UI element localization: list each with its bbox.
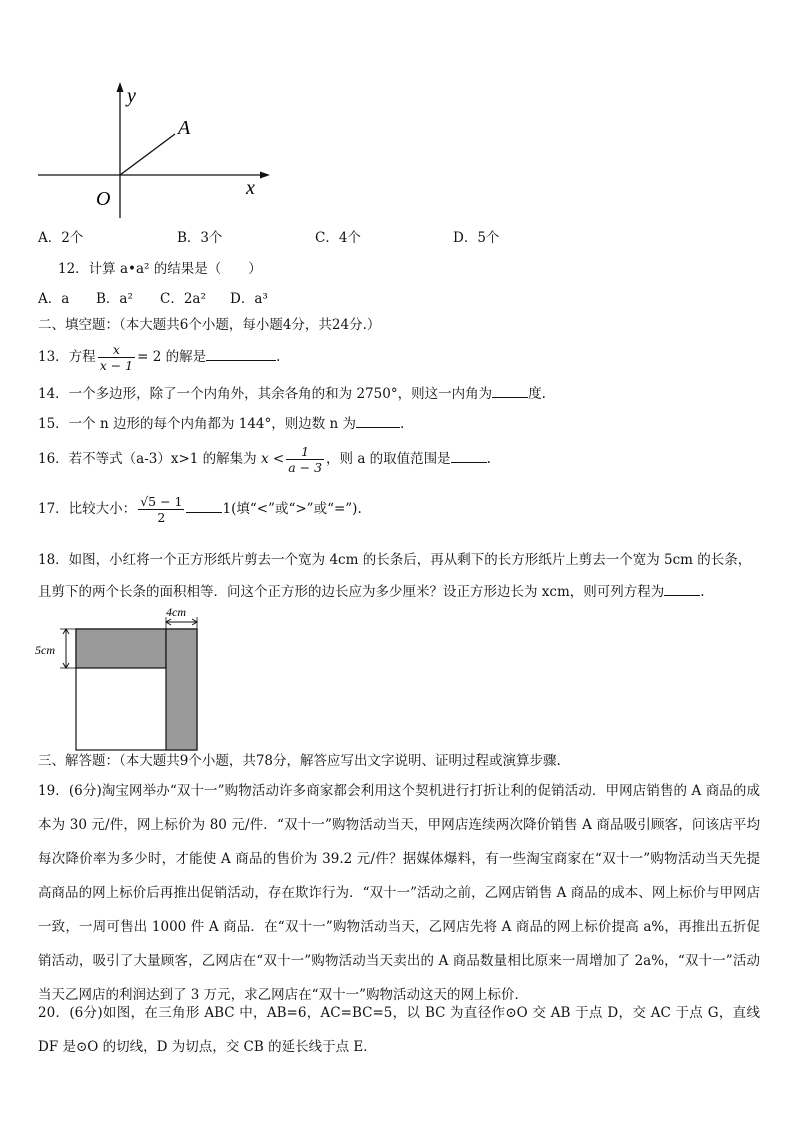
q12-option-d: D．a³ <box>230 291 268 307</box>
q17-denominator: 2 <box>138 509 184 525</box>
q17-suffix: 1(填“<”或“>”或“=”). <box>222 501 362 517</box>
q16-inequality: x < <box>260 451 285 467</box>
q12-option-c: C．2a² <box>160 291 206 307</box>
q16-end: . <box>486 451 491 467</box>
strip-5cm <box>76 629 166 668</box>
q16-answer-blank[interactable] <box>451 450 487 463</box>
q13-fraction <box>98 342 135 373</box>
coordinate-figure <box>30 78 270 223</box>
question-20: 20．(6分)如图，在三角形 ABC 中，AB=6，AC=BC=5，以 BC 为直径作⊙O 交 AB 于点 D，交 AC 于点 G，直线 DF 是⊙O 的切线，D 为切点，交 CB 的延长线于点 E． <box>38 1005 760 1055</box>
q18-line-1: 18．如图，小红将一个正方形纸片剪去一个宽为 4cm 的长条后，再从剩下的长方形纸片上剪去一个宽为 5cm 的长条， <box>38 552 752 568</box>
q18-line-2 <box>38 583 705 601</box>
q17-fraction <box>138 494 184 525</box>
q13-numerator: x <box>112 342 120 357</box>
q17-numerator: √5 − 1 <box>140 494 183 509</box>
square-strips-figure <box>34 604 204 754</box>
q14-answer-blank[interactable] <box>492 385 528 398</box>
q13-denominator: x − 1 <box>99 358 134 373</box>
question-15 <box>38 415 404 433</box>
q12-option-a: A．a <box>38 291 70 307</box>
q14-prefix: 14．一个多边形，除了一个内角外，其余各角的和为 2750°，则这一内角为 <box>38 386 493 402</box>
q17-answer-blank[interactable] <box>186 500 222 513</box>
q15-suffix: . <box>400 416 405 432</box>
q11-option-b: B．3个 <box>177 230 223 246</box>
q13-end: . <box>276 349 281 365</box>
origin-label: O <box>96 188 111 210</box>
label-4cm: 4cm <box>166 605 186 619</box>
q13-suffix: 的解是 <box>165 349 207 365</box>
q13-prefix: 13．方程 <box>38 349 96 365</box>
strip-4cm <box>166 629 197 750</box>
q16-denominator: a − 3 <box>288 460 323 475</box>
q18-end: . <box>700 584 705 600</box>
q12-option-b: B．a² <box>96 291 133 307</box>
q13-equals: = 2 <box>137 349 162 365</box>
x-axis-label: x <box>246 177 255 199</box>
q11-option-d: D．5个 <box>453 230 500 246</box>
question-14 <box>38 385 546 403</box>
q16-numerator: 1 <box>301 444 310 459</box>
point-a-label: A <box>178 117 191 139</box>
q17-prefix: 17．比较大小： <box>38 501 137 517</box>
q18-answer-blank[interactable] <box>664 583 700 596</box>
question-19: 19．(6分)淘宝网举办“双十一”购物活动许多商家都会利用这个契机进行打折让利的促销活动．甲网店销售的 A 商品的成本为 30 元/件，网上标价为 80 元/件．“双十一”购物活动当天，甲网店连续两次降价销售 A 商品吸引顾客，问该店平均每次降价率为多少时，才能使 A 商品的售价为 39.2 元/件？据媒体爆料，有一些淘宝商家在“双十一”购物活动当天先提高商品的网上标价后再推出促销活动，存在欺诈行为．“双十一”活动之前，乙网店销售 A 商品的成本、网上标价与甲网店一致，一周可售出 1000 件 A 商品．在“双十一”购物活动当天，乙网店先将 A 商品的网上标价提高 a%，再推出五折促销活动，吸引了大量顾客，乙网店在“双十一”购物活动当天卖出的 A 商品数量相比原来一周增加了 2a%，“双十一”活动当天乙网店的利润达到了 3 万元，求乙网店在“双十一”购物活动这天的网上标价． <box>38 783 760 1003</box>
q16-fraction <box>286 444 324 475</box>
question-16 <box>38 444 491 475</box>
q18-line-2-text: 且剪下的两个长条的面积相等．问这个正方形的边长应为多少厘米？设正方形边长为 xcm，则可列方程为 <box>38 584 665 600</box>
y-axis-label: y <box>127 85 136 107</box>
q13-answer-blank[interactable] <box>206 348 276 361</box>
section-2-heading: 二、填空题：（本大题共6个小题，每小题4分，共24分.） <box>38 317 381 333</box>
question-17 <box>38 494 362 525</box>
x-axis-arrow <box>260 172 270 179</box>
q11-option-c: C．4个 <box>315 230 361 246</box>
q12-stem: 12．计算 a•a² 的结果是（ ） <box>58 261 262 277</box>
q11-option-a: A．2个 <box>38 230 84 246</box>
q15-answer-blank[interactable] <box>356 415 400 428</box>
ray-oa <box>120 134 175 175</box>
section-3-heading: 三、解答题：（本大题共9个小题，共78分，解答应写出文字说明、证明过程或演算步骤. <box>38 753 561 769</box>
y-axis-arrow <box>117 82 124 92</box>
q14-suffix: 度. <box>528 386 546 402</box>
question-13 <box>38 342 280 373</box>
q15-prefix: 15．一个 n 边形的每个内角都为 144°，则边数 n 为 <box>38 416 357 432</box>
label-5cm: 5cm <box>35 643 55 657</box>
q16-prefix: 16．若不等式（a-3）x>1 的解集为 <box>38 451 257 467</box>
q16-suffix: ，则 a 的取值范围是 <box>326 451 451 467</box>
